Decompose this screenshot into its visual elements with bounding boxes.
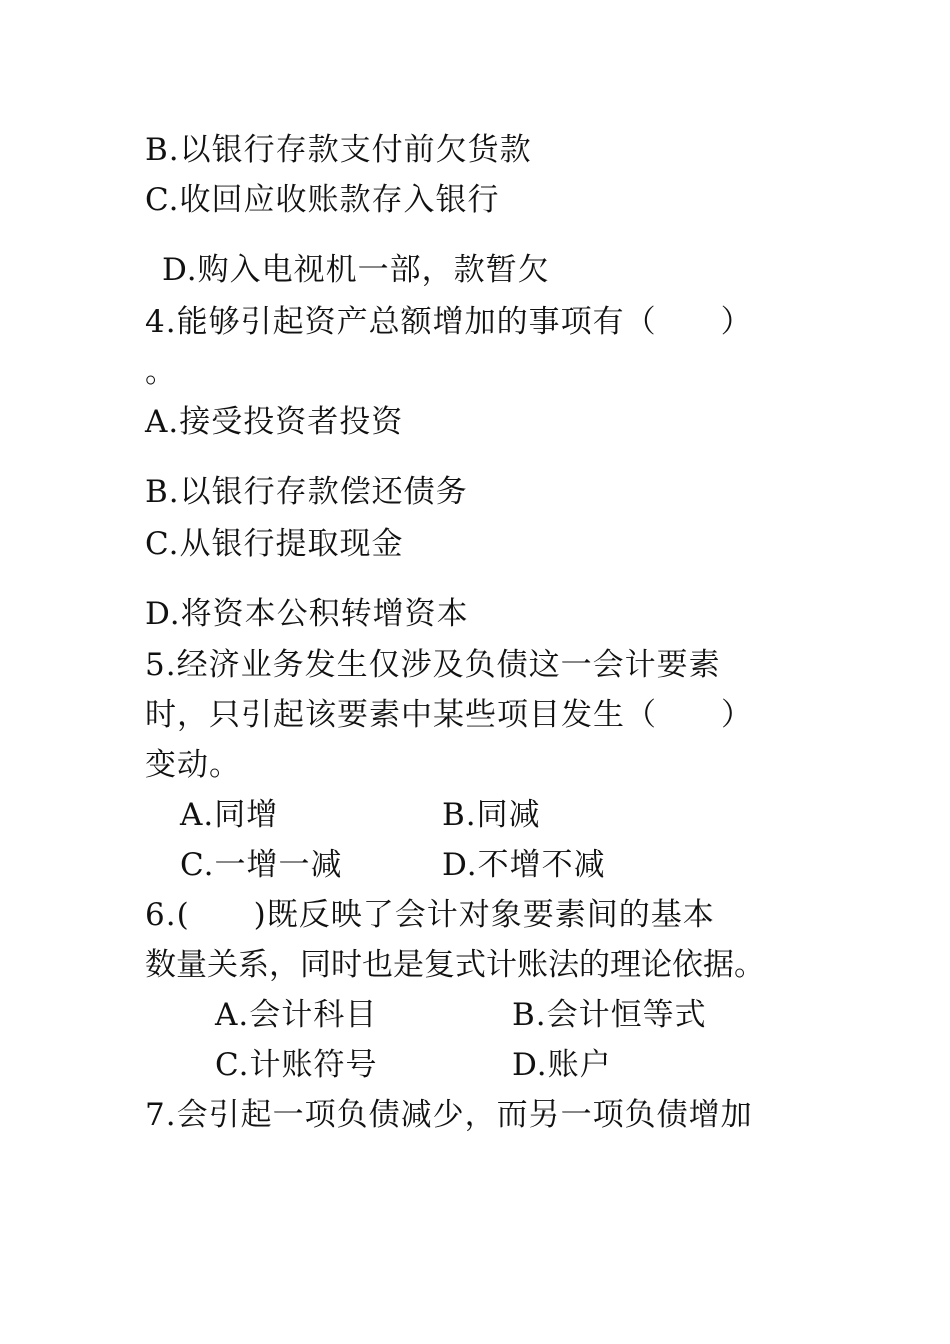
q3-option-b: B.以银行存款支付前欠货款 [145,132,532,168]
q4-stem-line-1: 4.能够引起资产总额增加的事项有（ ） [145,304,753,340]
q5-stem-line-3: 变动。 [145,747,241,783]
q4-option-b: B.以银行存款偿还债务 [145,474,468,510]
q5-option-d: D.不增不减 [442,847,606,883]
q4-option-a: A.接受投资者投资 [145,404,404,440]
q6-option-b: B.会计恒等式 [512,997,707,1033]
q5-stem-line-2: 时，只引起该要素中某些项目发生（ ） [145,697,753,733]
q5-stem-line-1: 5.经济业务发生仅涉及负债这一会计要素 [145,647,721,683]
q4-option-d: D.将资本公积转增资本 [145,596,469,632]
q5-option-c: C.一增一减 [180,847,343,883]
q4-stem-line-2: 。 [145,354,177,390]
q6-stem-line-2: 数量关系，同时也是复式计账法的理论依据。 [145,947,765,983]
q7-stem-line-1: 7.会引起一项负债减少，而另一项负债增加 [145,1097,753,1133]
q5-option-b: B.同减 [442,797,541,833]
q6-option-d: D.账户 [512,1047,612,1083]
q6-option-c: C.计账符号 [215,1047,378,1083]
q3-option-c: C.收回应收账款存入银行 [145,182,500,218]
q6-option-a: A.会计科目 [215,997,378,1033]
q6-stem-line-1: 6.( )既反映了会计对象要素间的基本 [145,897,715,933]
q4-option-c: C.从银行提取现金 [145,526,404,562]
q5-option-a: A.同增 [180,797,279,833]
q3-option-d: D.购入电视机一部，款暂欠 [162,252,550,288]
